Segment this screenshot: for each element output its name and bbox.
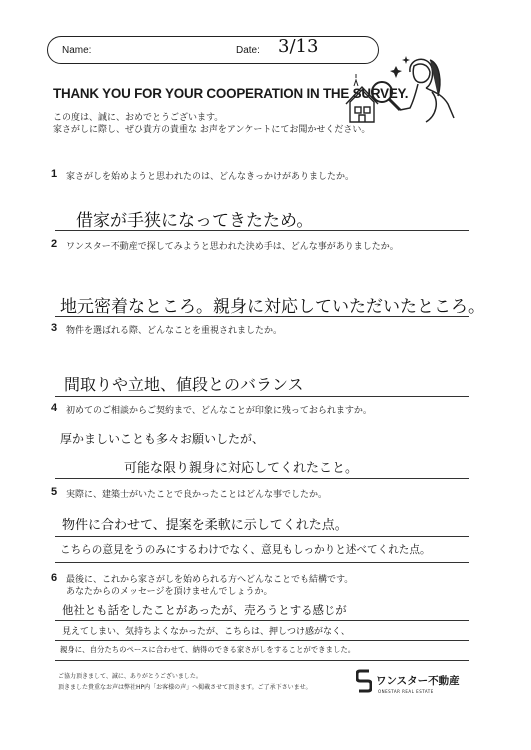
- intro-line-2: 家さがしに際し、ぜひ貴方の貴重な お声をアンケートにてお聞かせください。: [53, 125, 371, 135]
- answer-5-line-2: こちらの意見をうのみにするわけでなく、意見もしっかりと述べてくれた点。: [60, 544, 431, 556]
- question-3-text: 物件を選ばれる際、どんなことを重視されましたか。: [66, 326, 283, 336]
- answer-4-line-1: 厚かましいことも多々お願いしたが、: [60, 432, 265, 446]
- question-1-number: 1: [51, 168, 58, 180]
- logo-text: ワンスター不動産: [376, 675, 460, 687]
- footer-line-2: 頂きました貴重なお声は弊社HP内「お客様の声」へ掲載させて頂きます。ご了承下さいませ。: [58, 684, 312, 691]
- page-title: THANK YOU FOR YOUR COOPERATION IN THE SURVEY.: [53, 86, 409, 101]
- question-4-number: 4: [51, 402, 58, 414]
- question-4-text: 初めてのご相談からご契約まで、どんなことが印象に残っておられますか。: [66, 406, 372, 416]
- answer-6-rule-2: [55, 640, 469, 641]
- answer-6-line-1: 他社とも話をしたことがあったが、売ろうとする感じが: [62, 603, 347, 617]
- answer-4-line-2: 可能な限り親身に対応してくれたこと。: [124, 461, 359, 476]
- name-label: Name:: [62, 45, 92, 56]
- answer-5-rule-2: [55, 562, 469, 563]
- question-2-number: 2: [51, 238, 58, 250]
- date-label: Date:: [236, 45, 260, 56]
- logo-mark-icon: [356, 668, 372, 694]
- answer-6-rule-1: [55, 620, 469, 621]
- question-5-number: 5: [51, 486, 58, 498]
- answer-6-line-2: 見えてしまい、気持ちよくなかったが、こちらは、押しつけ感がなく、: [62, 627, 350, 637]
- question-2-text: ワンスター不動産で探してみようと思われた決め手は、どんな事がありましたか。: [66, 242, 399, 252]
- footer-line-1: ご協力頂きまして、誠に、ありがとうございました。: [58, 673, 202, 680]
- answer-2-line-1: 地元密着なところ。親身に対応していただいたところ。: [60, 297, 485, 317]
- answer-1-line-1: 借家が手狭になってきたため。: [76, 211, 314, 231]
- answer-2-rule: [55, 316, 469, 317]
- answer-4-rule: [55, 478, 469, 479]
- answer-6-line-3: 親身に、自分たちのペースに合わせて、納得のできる家さがしをすることができました。: [60, 645, 356, 654]
- answer-5-line-1: 物件に合わせて、提案を柔軟に示してくれた点。: [62, 518, 348, 533]
- logo-subtext: ONESTAR REAL ESTATE: [378, 689, 434, 694]
- answer-3-rule: [55, 396, 469, 397]
- intro-line-1: この度は、誠に、おめでとうございます。: [53, 113, 224, 123]
- answer-6-rule-3: [55, 660, 469, 661]
- question-5-text: 実際に、建築士がいたことで良かったことはどんな事でしたか。: [66, 490, 328, 500]
- answer-1-rule: [55, 230, 469, 231]
- company-logo: [356, 666, 476, 700]
- woman-illustration: [330, 52, 480, 152]
- answer-5-rule-1: [55, 536, 469, 537]
- date-value: 3/13: [278, 36, 319, 57]
- question-6-text-2: あなたからのメッセージを頂けませんでしょうか。: [66, 587, 273, 597]
- magnifier-icon: [372, 82, 400, 110]
- question-1-text: 家さがしを始めようと思われたのは、どんなきっかけがありましたか。: [66, 172, 355, 182]
- question-6-text: 最後に、これから家さがしを始められる方へどんなことでも結構です。: [66, 575, 354, 585]
- question-6-number: 6: [51, 572, 58, 584]
- question-3-number: 3: [51, 322, 58, 334]
- answer-3-line-1: 間取りや立地、値段とのバランス: [64, 375, 304, 394]
